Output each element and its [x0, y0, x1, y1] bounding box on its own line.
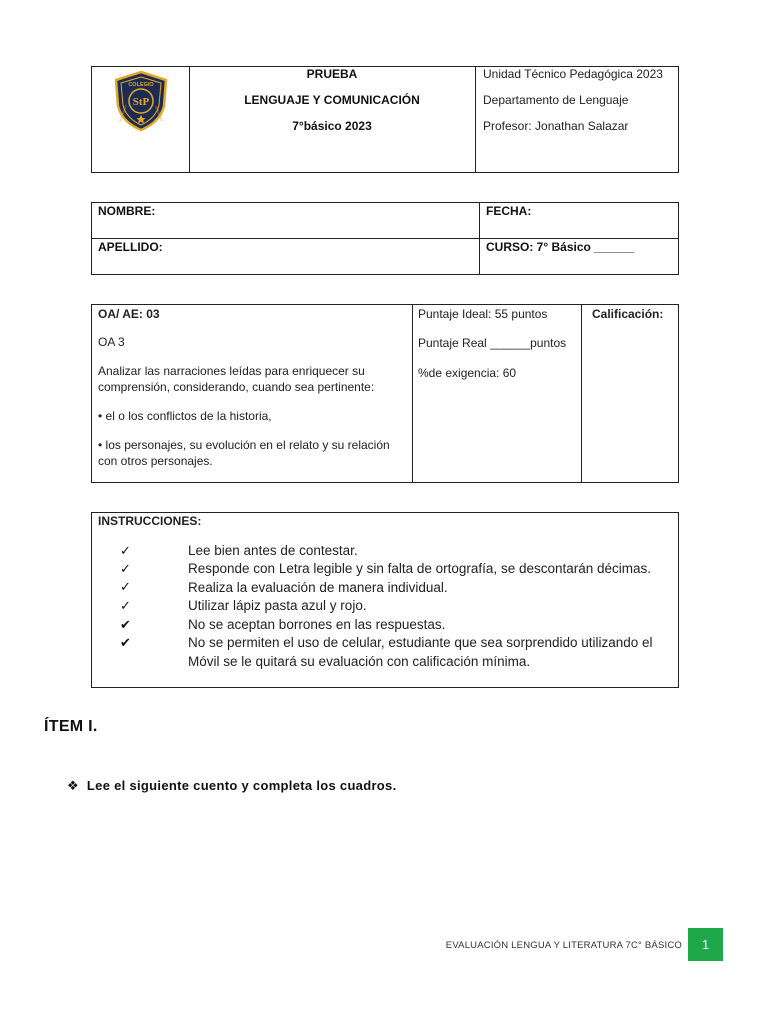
- check-icon: ✓: [120, 561, 131, 576]
- student-info-table: [91, 202, 679, 275]
- date-label: FECHA:: [486, 204, 532, 218]
- instruction-item-continued: Móvil se le quitará su evaluación con calificación mínima.: [188, 654, 531, 669]
- instruction-item: No se permiten el uso de celular, estudiante que sea sorprendido utilizando el: [188, 635, 653, 650]
- real-score: Puntaje Real ______puntos: [418, 336, 567, 350]
- oa-bullet-2-line1: • los personajes, su evolución en el relato y su relación: [98, 438, 390, 452]
- objectives-table: [91, 304, 679, 483]
- logo-text-top: COLEGIO: [128, 82, 154, 88]
- name-label: NOMBRE:: [98, 204, 156, 218]
- surname-label: APELLIDO:: [98, 240, 163, 254]
- teacher-label: Profesor: Jonathan Salazar: [483, 119, 629, 133]
- check-icon: ✓: [120, 579, 131, 594]
- divider: [92, 238, 678, 239]
- instruction-item: Lee bien antes de contestar.: [188, 543, 358, 558]
- divider: [412, 305, 413, 482]
- instructions-box: [91, 512, 679, 688]
- logo-text-right: QUILICURA: [154, 105, 164, 123]
- item-title: ÍTEM I.: [44, 718, 98, 735]
- logo-text-left: SAN PEDRO: [118, 104, 128, 123]
- check-icon: ✓: [120, 543, 131, 558]
- course-label: CURSO: 7° Básico ______: [486, 240, 635, 254]
- exam-title: PRUEBA: [306, 67, 358, 81]
- check-icon: ✓: [120, 598, 131, 613]
- item-instruction: [67, 778, 397, 794]
- instruction-item: Utilizar lápiz pasta azul y rojo.: [188, 598, 367, 613]
- exigency: %de exigencia: 60: [418, 366, 517, 380]
- divider: [581, 305, 582, 482]
- instruction-item: Realiza la evaluación de manera individual.: [188, 580, 448, 595]
- item-instruction-text: Lee el siguiente cuento y completa los cuadros.: [86, 778, 397, 793]
- instruction-item: No se aceptan borrones en las respuestas.: [188, 617, 446, 632]
- school-logo: [110, 70, 172, 132]
- instructions-title: INSTRUCCIONES:: [98, 514, 202, 528]
- footer-label: EVALUACIÓN LENGUA Y LITERATURA 7C° BÁSICO: [445, 940, 682, 951]
- grade-title: 7°básico 2023: [292, 119, 372, 133]
- instruction-item: Responde con Letra legible y sin falta de ortografía, se descontarán décimas.: [188, 561, 652, 576]
- grade-label: Calificación:: [592, 307, 664, 321]
- oa-description-line2: comprensión, considerando, cuando sea pertinente:: [98, 380, 375, 394]
- oa-number: OA 3: [98, 335, 125, 349]
- header-table: [91, 66, 679, 173]
- oa-code: OA/ AE: 03: [98, 307, 160, 321]
- logo-monogram: StP: [132, 96, 150, 108]
- check-icon: ✔: [120, 617, 131, 632]
- page-number: 1: [688, 928, 723, 961]
- check-icon: ✔: [120, 635, 131, 650]
- oa-bullet-2-line2: con otros personajes.: [98, 454, 213, 468]
- divider: [475, 67, 476, 172]
- ideal-score: Puntaje Ideal: 55 puntos: [418, 307, 548, 321]
- oa-bullet-1: • el o los conflictos de la historia,: [98, 409, 272, 423]
- diamond-bullet-icon: ❖: [67, 778, 79, 793]
- oa-description-line1: Analizar las narraciones leídas para enriquecer su: [98, 364, 365, 378]
- subject-title: LENGUAJE Y COMUNICACIÓN: [244, 93, 420, 107]
- department-label: Departamento de Lenguaje: [483, 93, 629, 107]
- unit-label: Unidad Técnico Pedagógica 2023: [483, 67, 663, 81]
